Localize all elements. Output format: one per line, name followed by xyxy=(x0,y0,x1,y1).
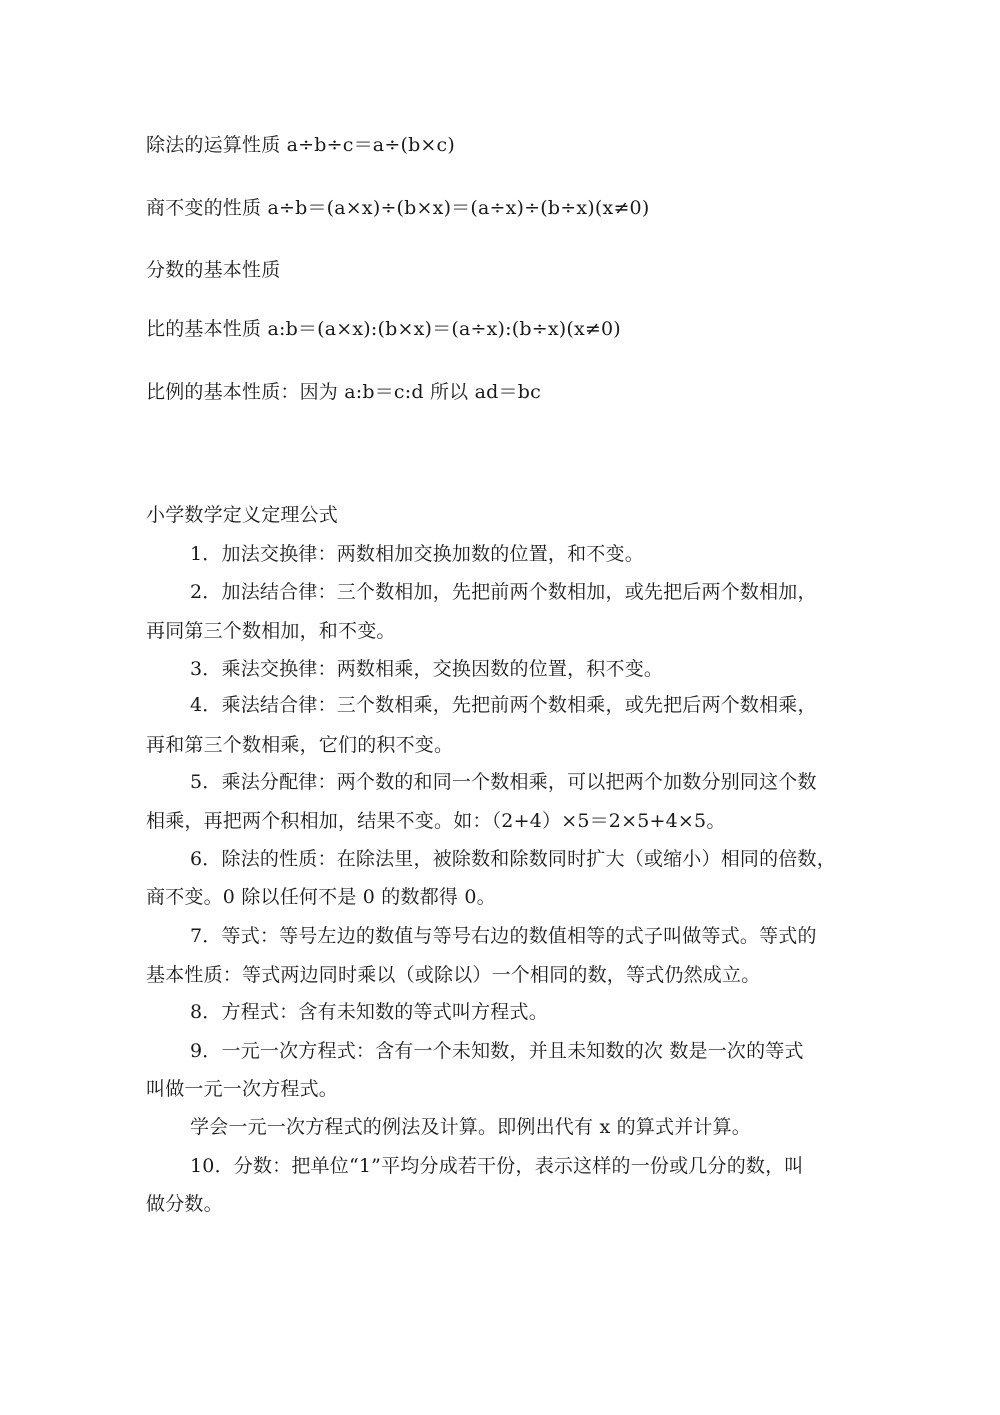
list-item: 10．分数：把单位“1”平均分成若干份，表示这样的一份或几分的数，叫 xyxy=(190,1155,804,1177)
list-item: 2．加法结合律：三个数相加，先把前两个数相加，或先把后两个数相加， xyxy=(190,581,817,603)
list-item: 8．方程式：含有未知数的等式叫方程式。 xyxy=(190,1001,548,1023)
list-item: 9．一元一次方程式：含有一个未知数，并且未知数的次 数是一次的等式 xyxy=(190,1040,804,1062)
list-item-continuation: 相乘，再把两个积相加，结果不变。如：（2+4）×5＝2×5+4×5。 xyxy=(146,810,726,832)
list-item-continuation: 再和第三个数相乘，它们的积不变。 xyxy=(146,734,454,756)
property-fraction-basic: 分数的基本性质 xyxy=(146,259,281,281)
study-note: 学会一元一次方程式的例法及计算。即例出代有 x 的算式并计算。 xyxy=(190,1116,751,1138)
list-item-continuation: 再同第三个数相加，和不变。 xyxy=(146,620,396,642)
list-item-continuation: 基本性质：等式两边同时乘以（或除以）一个相同的数，等式仍然成立。 xyxy=(146,964,761,986)
property-quotient-invariance: 商不变的性质 a÷b＝(a×x)÷(b×x)＝(a÷x)÷(b÷x)(x≠0) xyxy=(146,197,650,219)
list-item: 1．加法交换律：两数相加交换加数的位置，和不变。 xyxy=(190,543,644,565)
list-item: 4．乘法结合律：三个数相乘，先把前两个数相乘，或先把后两个数相乘， xyxy=(190,694,817,716)
list-item: 7．等式：等号左边的数值与等号右边的数值相等的式子叫做等式。等式的 xyxy=(190,925,817,947)
list-item: 5．乘法分配律：两个数的和同一个数相乘，可以把两个加数分别同这个数 xyxy=(190,771,817,793)
list-item: 6．除法的性质：在除法里，被除数和除数同时扩大（或缩小）相同的倍数， xyxy=(190,848,836,870)
list-item-continuation: 叫做一元一次方程式。 xyxy=(146,1078,339,1100)
list-item-continuation: 商不变。0 除以任何不是 0 的数都得 0。 xyxy=(146,886,496,908)
property-proportion-basic: 比例的基本性质：因为 a:b＝c:d 所以 ad＝bc xyxy=(146,381,541,403)
property-division: 除法的运算性质 a÷b÷c＝a÷(b×c) xyxy=(146,134,456,156)
list-item: 3．乘法交换律：两数相乘，交换因数的位置，积不变。 xyxy=(190,658,664,680)
section-title: 小学数学定义定理公式 xyxy=(146,504,339,526)
property-ratio-basic: 比的基本性质 a:b＝(a×x):(b×x)＝(a÷x):(b÷x)(x≠0) xyxy=(146,318,621,340)
list-item-continuation: 做分数。 xyxy=(146,1193,223,1215)
